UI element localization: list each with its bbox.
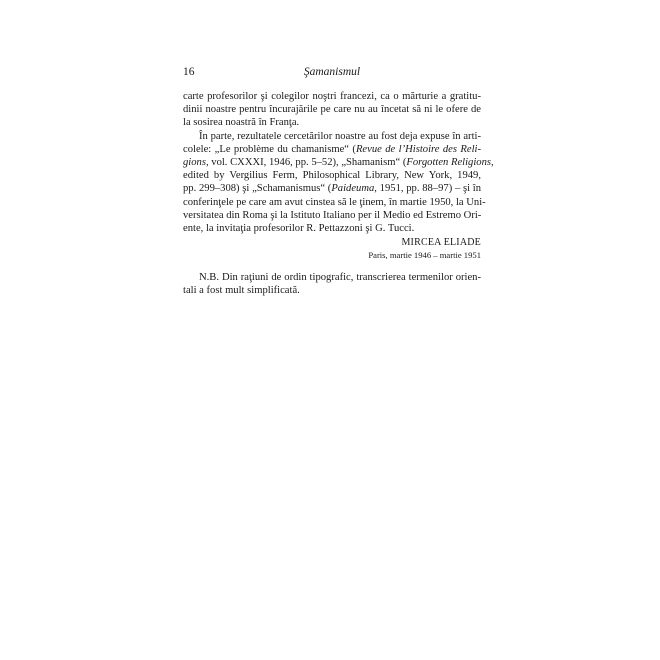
page-number: 16 [183,66,195,78]
paragraph-line: conferinţele pe care am avut cinstea să le ţinem, în martie 1950, la Uni- [183,196,486,208]
paragraph-line: pp. 299–308) şi „Schamanismus“ (Paideuma, 1951, pp. 88–97) – şi în [183,183,482,195]
paragraph-line: versitatea din Roma şi la Istituto Italiano per il Medio ed Estremo Ori- [183,209,482,221]
editor-note [183,271,481,297]
body-text [183,90,494,235]
paragraph-line: gions, vol. CXXXI, 1946, pp. 5–52), „Shamanism“ (Forgotten Religions, [183,156,494,168]
paragraph-line: dinii noastre pentru încurajările pe care nu au încetat să ni le ofere de [183,104,481,116]
paragraph-line: ente, la invitaţia profesorilor R. Pettazzoni şi G. Tucci. [183,222,415,234]
running-head [183,64,481,80]
note-line: N.B. Din raţiuni de ordin tipografic, transcrierea termenilor orien- [199,272,481,283]
paragraph-line: edited by Vergilius Ferm, Philosophical Library, New York, 1949, [183,170,481,182]
paragraph-line: carte profesorilor şi colegilor noştri francezi, ca o mărturie a gratitu- [183,91,481,102]
signature [183,236,481,261]
paragraph-line: la sosirea noastră în Franţa. [183,117,300,129]
running-title: Şamanismul [303,66,361,78]
paragraph-line: În parte, rezultatele cercetărilor noastre au fost deja expuse în arti- [199,130,481,142]
place-date: Paris, martie 1946 – martie 1951 [368,250,481,260]
note-line: tali a fost mult simplificată. [183,285,300,297]
author-name: MIRCEA ELIADE [401,237,481,248]
paragraph-line: colele: „Le problème du chamanisme“ (Revue de l’Histoire des Reli- [183,143,481,155]
